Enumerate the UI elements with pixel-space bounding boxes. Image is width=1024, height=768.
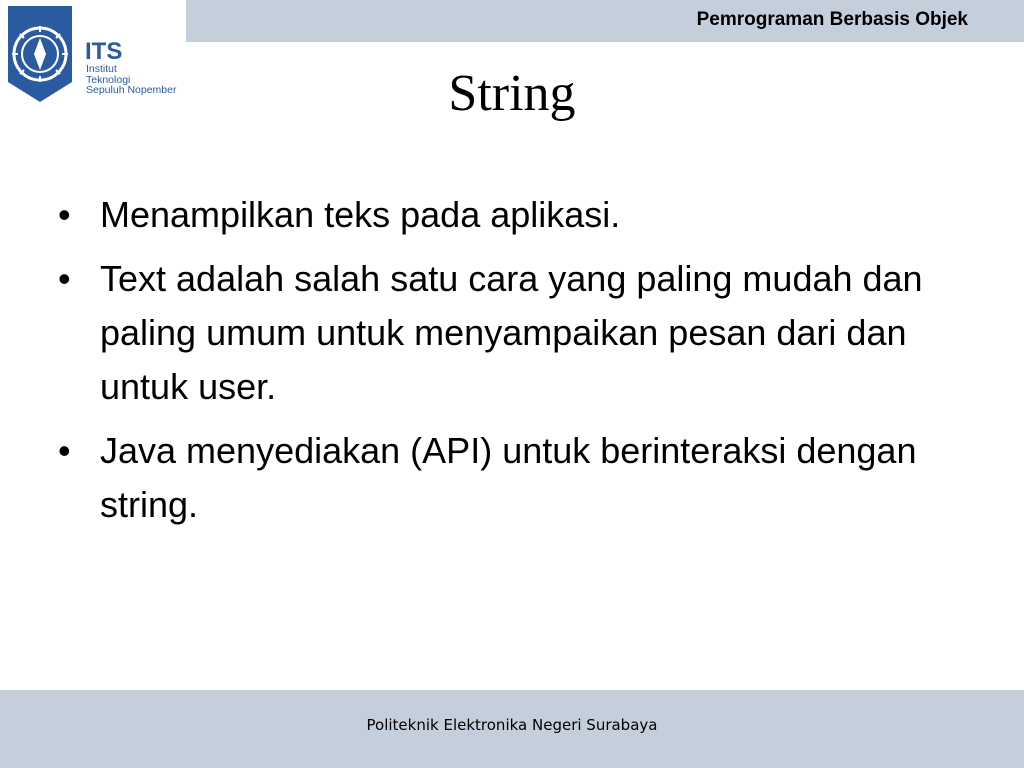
bullet-list bbox=[58, 188, 978, 542]
bullet-icon: • bbox=[58, 430, 71, 471]
header-band bbox=[186, 0, 1024, 42]
footer-institution: Politeknik Elektronika Negeri Surabaya bbox=[366, 716, 658, 734]
bullet-text: Text adalah salah satu cara yang paling mudah dan paling umum untuk menyampaikan pesan dari dan untuk user. bbox=[100, 258, 923, 407]
bullet-item bbox=[58, 188, 978, 242]
course-title: Pemrograman Berbasis Objek bbox=[696, 9, 968, 30]
bullet-icon: • bbox=[58, 258, 71, 299]
bullet-text: Java menyediakan (API) untuk berinteraksi dengan string. bbox=[100, 430, 917, 525]
logo-line: Institut bbox=[86, 63, 117, 75]
slide-title: String bbox=[448, 65, 576, 122]
logo-line: Sepuluh Nopember bbox=[86, 84, 177, 96]
logo-line: Teknologi bbox=[86, 73, 131, 86]
logo-abbr: ITS bbox=[85, 38, 123, 65]
bullet-item bbox=[58, 252, 978, 414]
bullet-icon: • bbox=[58, 194, 71, 235]
bullet-text: Menampilkan teks pada aplikasi. bbox=[100, 194, 621, 235]
bullet-item bbox=[58, 424, 978, 532]
